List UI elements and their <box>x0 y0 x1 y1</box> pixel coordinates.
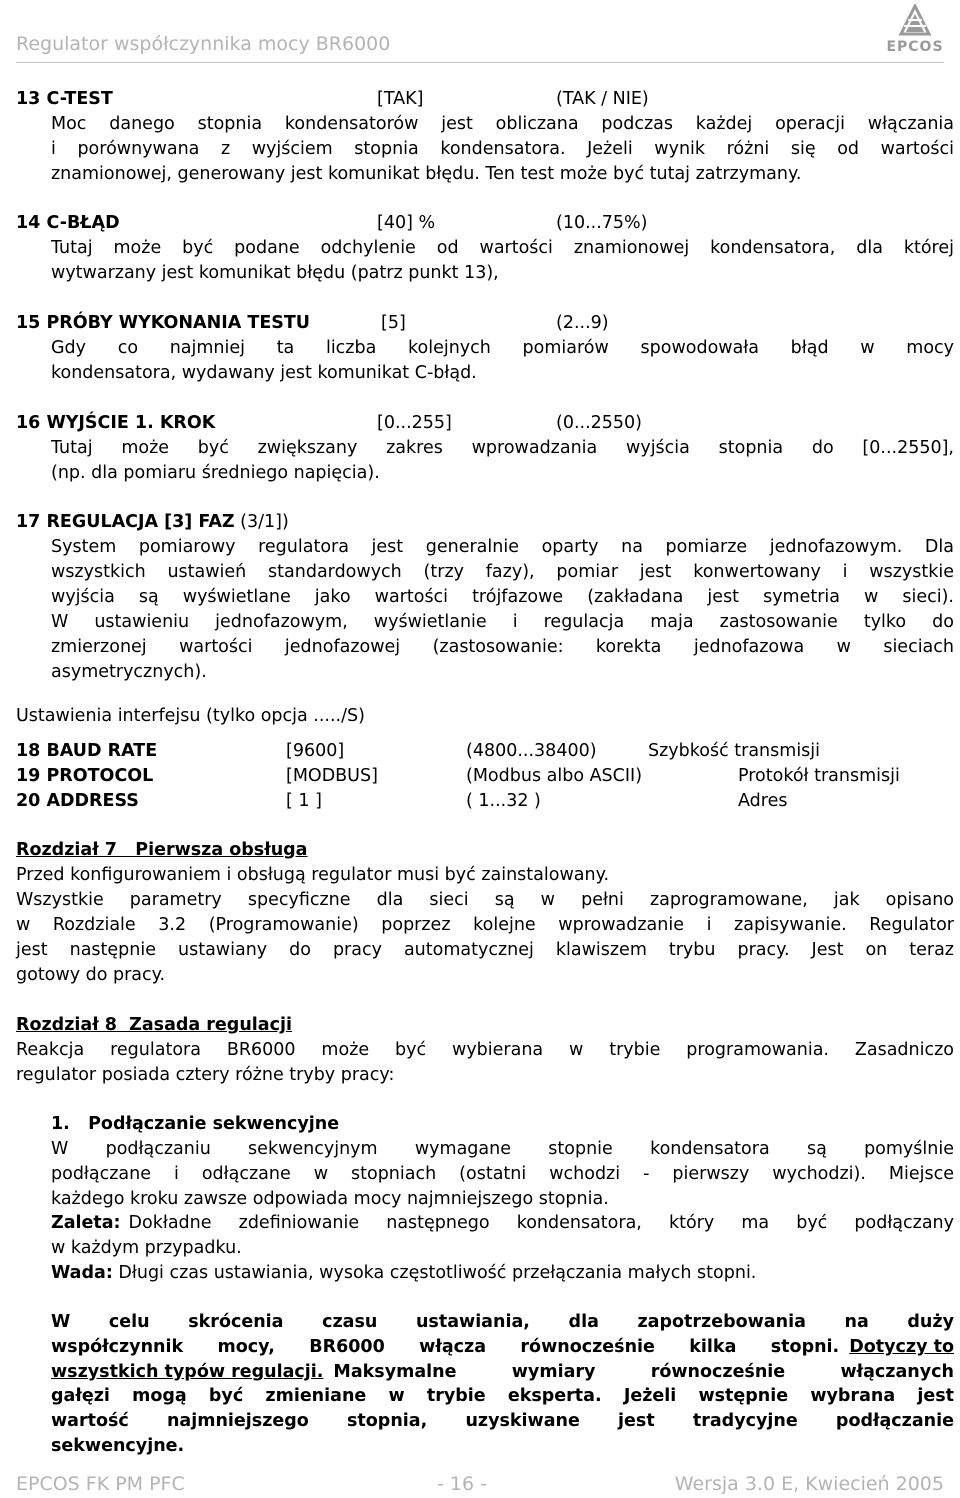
chapter-7-heading: Rozdział 7 Pierwsza obsługa <box>16 840 308 860</box>
note-line: W celu skrócenia czasu ustawiania, dla zapotrzebowania na duży <box>51 1312 954 1332</box>
note-line: sekwencyjne. <box>51 1436 185 1456</box>
param-14-value: [40] % <box>377 213 436 233</box>
header-divider <box>16 62 944 63</box>
param-16-desc-line: Tutaj może być zwiększany zakres wprowadzania wyjścia stopnia do [0...2550], <box>51 438 954 458</box>
param-17-suffix: (3/1]) <box>240 512 289 532</box>
chapter-7-text-line: gotowy do pracy. <box>16 965 166 985</box>
chapter-7-text-line: Przed konfigurowaniem i obsługą regulator musi być zainstalowany. <box>16 865 610 885</box>
footer-left: EPCOS FK PM PFC <box>16 1473 185 1495</box>
note-line <box>51 1335 954 1360</box>
param-15-desc-line: Gdy co najmniej ta liczba kolejnych pomiarów spowodowała błąd w mocy <box>51 338 954 358</box>
param-17-name: 17 REGULACJA [3] FAZ <box>16 512 235 532</box>
param-14-desc-line: Tutaj może być podane odchylenie od wartości znamionowej kondensatora, dla której <box>51 238 954 258</box>
param-15-value: [5] <box>381 313 406 333</box>
mode-1-advantage-line <box>51 1211 954 1236</box>
param-16-desc-line: (np. dla pomiaru średniego napięcia). <box>51 463 380 483</box>
note-underlined-text: wszystkich typów regulacji. <box>51 1362 324 1382</box>
param-20-name: 20 ADDRESS <box>16 791 139 811</box>
param-15-desc-line: kondensatora, wydawany jest komunikat C-błąd. <box>51 363 477 383</box>
param-19-desc: Protokół transmisji <box>738 766 900 786</box>
mode-1-text-line: podłączane i odłączane w stopniach (ostatni wchodzi - pierwszy wychodzi). Miejsce <box>51 1164 954 1184</box>
mode-1-heading: 1. Podłączanie sekwencyjne <box>51 1114 340 1134</box>
param-18-name: 18 BAUD RATE <box>16 741 158 761</box>
param-13-name: 13 C-TEST <box>16 89 113 109</box>
param-14-desc-line: wytwarzany jest komunikat błędu (patrz punkt 13), <box>51 263 499 283</box>
param-14-range: (10...75%) <box>556 213 648 233</box>
chapter-7-text-line: jest następnie ustawiany do pracy automatycznej klawiszem trybu pracy. Jest on teraz <box>16 940 954 960</box>
param-13-desc-line: Moc danego stopnia kondensatorów jest obliczana podczas każdej operacji włączania <box>51 114 954 134</box>
param-20-range: ( 1...32 ) <box>466 791 541 811</box>
chapter-8-text-line: Reakcja regulatora BR6000 może być wybierana w trybie programowania. Zasadniczo <box>16 1040 954 1060</box>
param-15-range: (2...9) <box>556 313 609 333</box>
param-13-desc-line: znamionowej, generowany jest komunikat błędu. Ten test może być tutaj zatrzymany. <box>51 164 802 184</box>
chapter-8-text-line: regulator posiada cztery różne tryby pracy: <box>16 1065 395 1085</box>
param-13-range: (TAK / NIE) <box>556 89 649 109</box>
param-19-value: [MODBUS] <box>286 766 378 786</box>
mode-1-text-line: każdego kroku zawsze odpowiada mocy najmniejszego stopnia. <box>51 1189 609 1209</box>
disadvantage-label: Wada: <box>51 1263 113 1283</box>
chapter-7-text-line: w Rozdziale 3.2 (Programowanie) poprzez kolejne wprowadzanie i zapisywanie. Regulator <box>16 915 954 935</box>
param-17-desc-line: asymetrycznych). <box>51 662 207 682</box>
param-17-desc-line: W ustawieniu jednofazowym, wyświetlanie i regulacja maja zastosowanie tylko do <box>51 612 954 632</box>
footer-right: Wersja 3.0 E, Kwiecień 2005 <box>674 1473 944 1495</box>
mode-1-text-line: W podłączaniu sekwencyjnym wymagane stopnie kondensatora są pomyślnie <box>51 1139 954 1159</box>
param-19-name: 19 PROTOCOL <box>16 766 154 786</box>
param-17-desc-line: System pomiarowy regulatora jest generalnie oparty na pomiarze jednofazowym. Dla <box>51 537 954 557</box>
param-19-range: (Modbus albo ASCII) <box>466 766 643 786</box>
advantage-label: Zaleta: <box>51 1213 121 1233</box>
note-line <box>51 1360 954 1385</box>
param-15-name: 15 PRÓBY WYKONANIA TESTU <box>16 313 311 333</box>
note-underlined-text: Dotyczy to <box>849 1337 954 1357</box>
mode-1-advantage-line: w każdym przypadku. <box>51 1238 242 1258</box>
param-14-name: 14 C-BŁĄD <box>16 213 120 233</box>
note-text: współczynnik mocy, BR6000 włącza równocześnie kilka stopni. <box>51 1337 840 1357</box>
note-line: gałęzi mogą być zmieniane w trybie eksperta. Jeżeli wstępnie wybrana jest <box>51 1386 954 1406</box>
param-18-desc: Szybkość transmisji <box>648 741 821 761</box>
param-20-value: [ 1 ] <box>286 791 322 811</box>
chapter-8-heading: Rozdział 8 Zasada regulacji <box>16 1015 292 1035</box>
advantage-text: Dokładne zdefiniowanie następnego kondensatora, który ma być podłączany <box>128 1213 954 1233</box>
header-title: Regulator współczynnika mocy BR6000 <box>16 33 391 55</box>
mode-1-disadvantage-line <box>51 1261 756 1286</box>
param-20-desc: Adres <box>738 791 788 811</box>
page-number: - 16 - <box>437 1473 487 1495</box>
epcos-logo <box>884 4 946 56</box>
param-17-desc-line: wyjścia są wyświetlane jako wartości trójfazowe (zakładana jest symetria w sieci). <box>51 587 954 607</box>
logo-text: EPCOS <box>886 39 944 55</box>
chapter-7-text-line: Wszystkie parametry specyficzne dla sieci są w pełni zaprogramowane, jak opisano <box>16 890 954 910</box>
param-13-value: [TAK] <box>377 89 424 109</box>
interface-heading: Ustawienia interfejsu (tylko opcja ...../S) <box>16 706 365 726</box>
param-18-value: [9600] <box>286 741 345 761</box>
note-text: Maksymalne wymiary równocześnie włączanych <box>333 1362 954 1382</box>
param-16-name: 16 WYJŚCIE 1. KROK <box>16 413 216 433</box>
param-16-range: (0...2550) <box>556 413 643 433</box>
param-17-desc-line: zmierzonej wartości jednofazowej (zastosowanie: korekta jednofazowa w sieciach <box>51 637 954 657</box>
param-13-desc-line: i porównywana z wyjściem stopnia kondensatora. Jeżeli wynik różni się od wartości <box>51 139 954 159</box>
note-line: wartość najmniejszego stopnia, uzyskiwane jest tradycyjne podłączanie <box>51 1411 954 1431</box>
param-18-range: (4800...38400) <box>466 741 597 761</box>
disadvantage-text: Długi czas ustawiania, wysoka częstotliwość przełączania małych stopni. <box>118 1263 757 1283</box>
param-17-desc-line: wszystkich ustawień standardowych (trzy fazy), pomiar jest konwertowany i wszystkie <box>51 562 954 582</box>
param-17-header <box>16 510 289 535</box>
epcos-logo-icon <box>884 4 946 40</box>
param-16-value: [0...255] <box>377 413 452 433</box>
